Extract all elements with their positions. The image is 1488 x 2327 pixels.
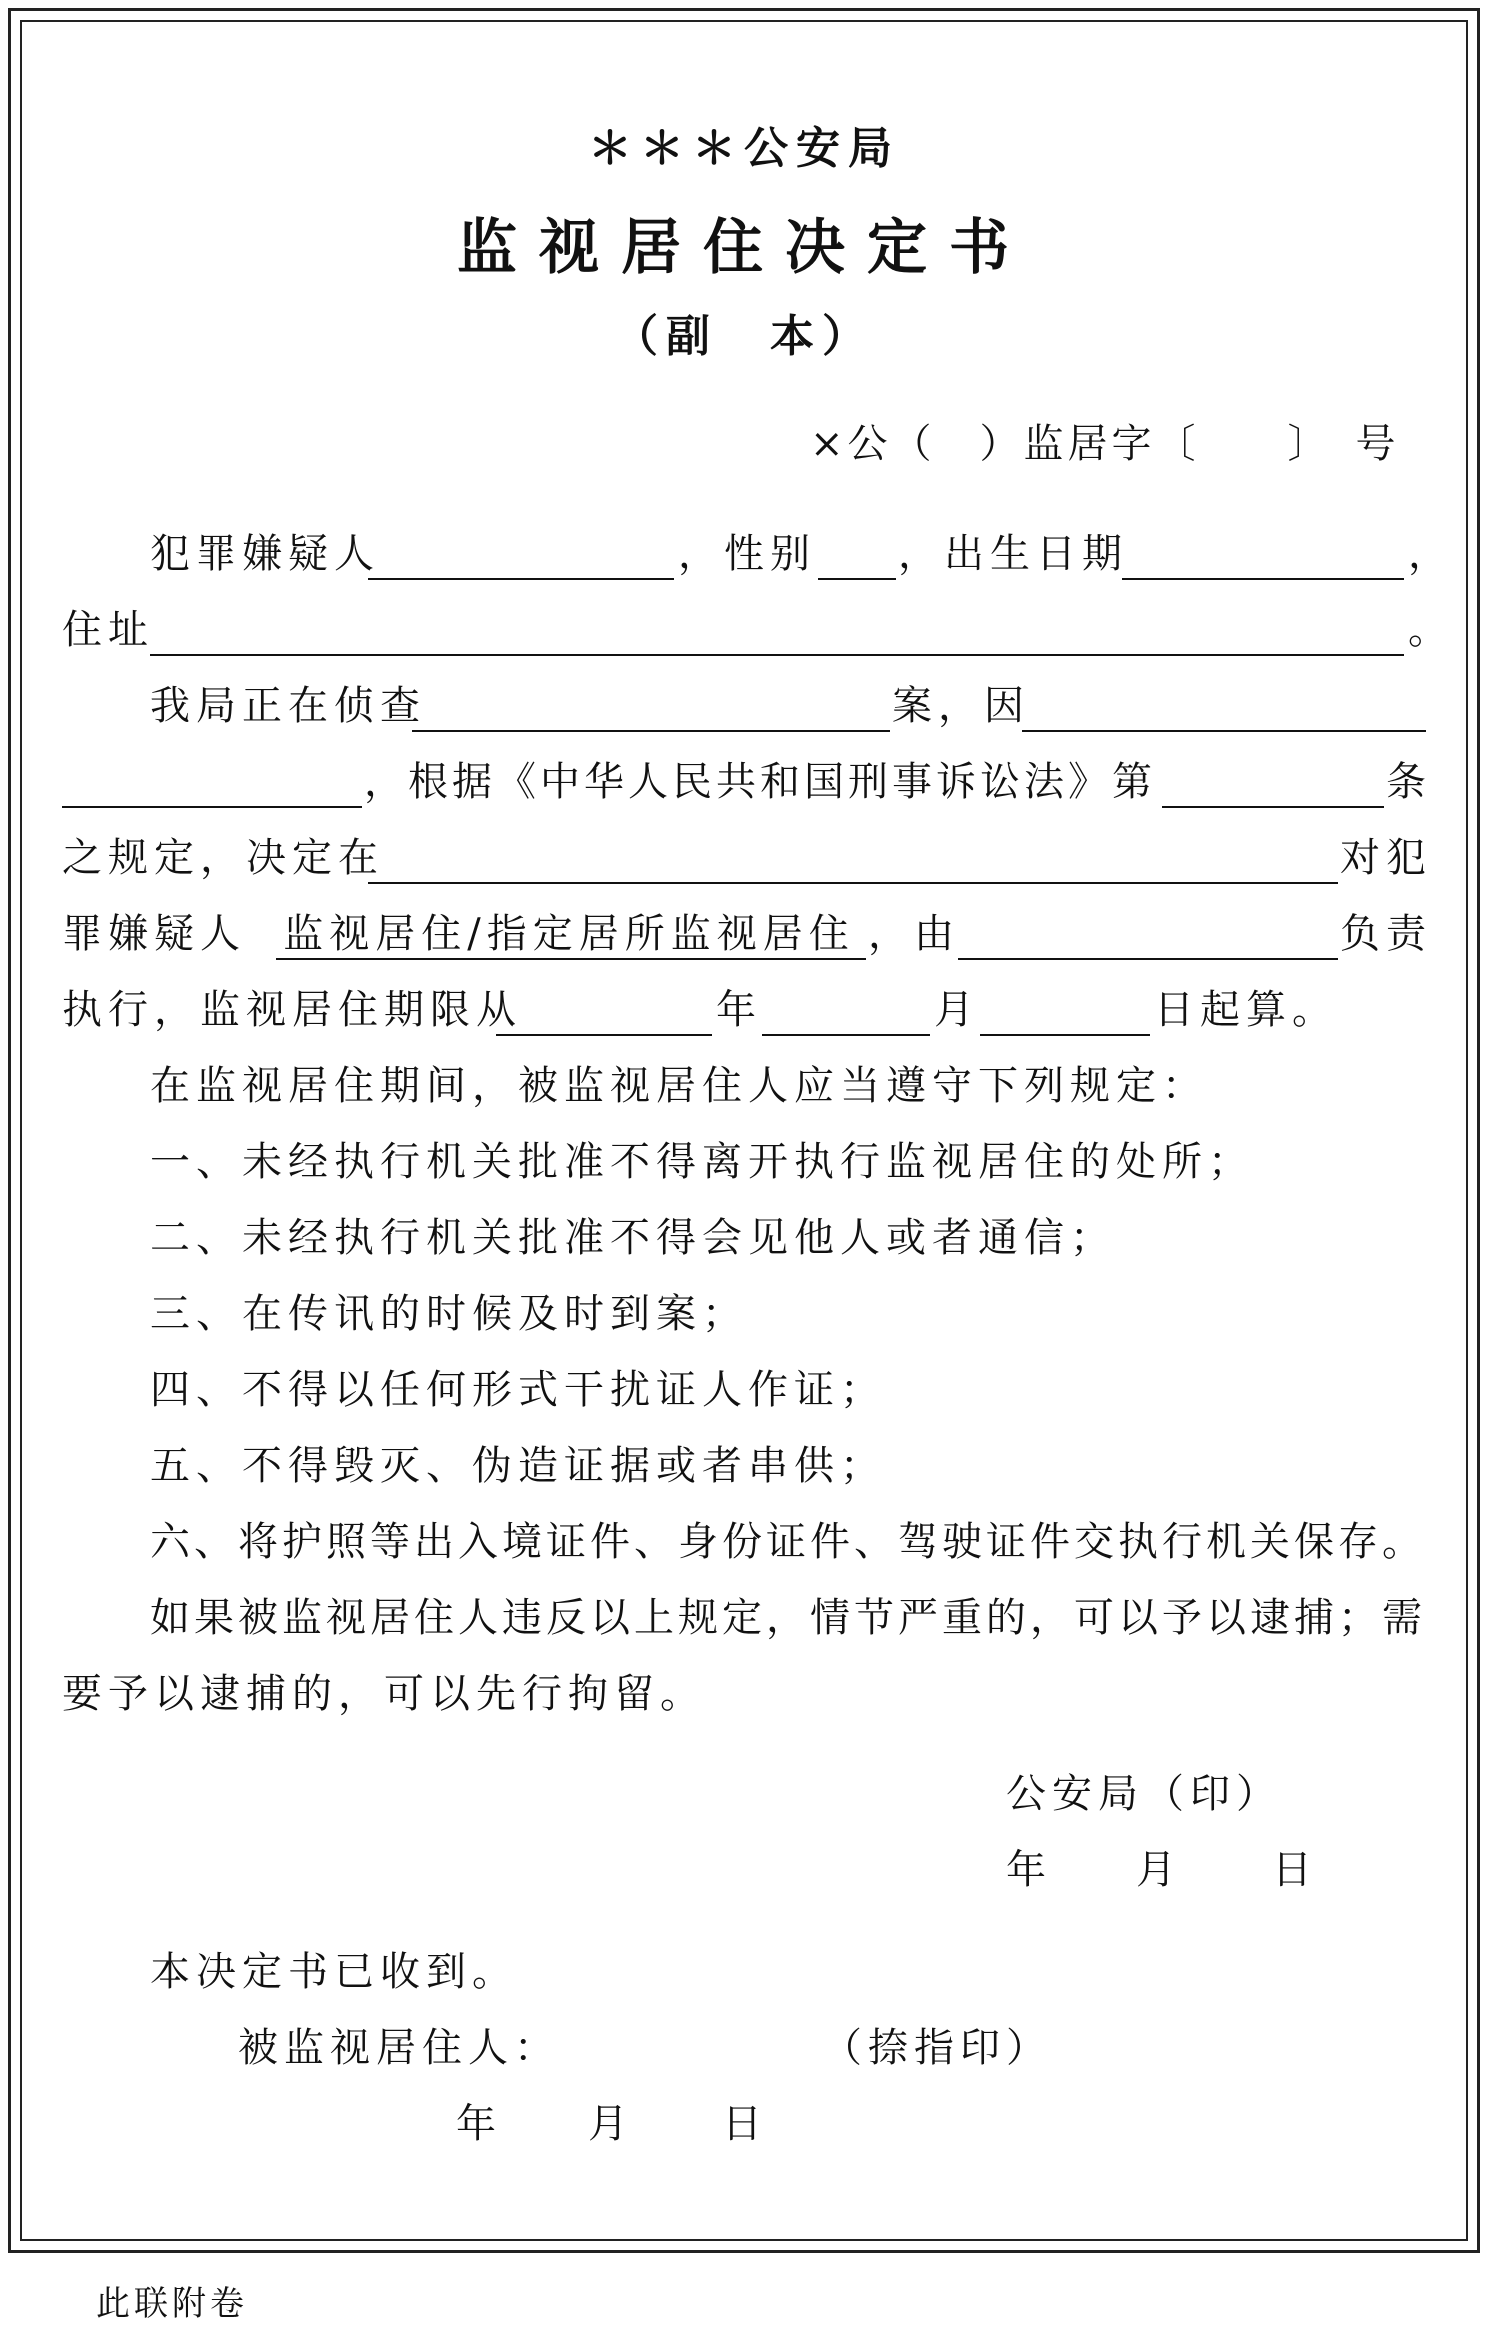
gender-field[interactable]: [818, 578, 896, 580]
day-start-label: 日起算。: [1154, 987, 1338, 1033]
executor-field[interactable]: [958, 958, 1338, 960]
comma: ，: [1408, 531, 1454, 577]
rule-item: 四、不得以任何形式干扰证人作证；: [150, 1367, 886, 1413]
footer-note: 此联附卷: [96, 2284, 248, 2324]
measure-underline: [276, 958, 866, 960]
against-label: 对犯: [1340, 835, 1432, 881]
case-because-label: 案，因: [892, 683, 1030, 729]
law-reference-label: ，根据《中华人民共和国刑事诉讼法》第: [364, 759, 1156, 805]
warning-line-2: 要予以逮捕的，可以先行拘留。: [62, 1671, 706, 1717]
signature-year: 年: [1006, 1847, 1052, 1893]
case-name-field[interactable]: [412, 730, 890, 732]
reason-field-1[interactable]: [1022, 730, 1426, 732]
fingerprint-label: （捺指印）: [822, 2025, 1052, 2071]
investigating-label: 我局正在侦查: [150, 683, 426, 729]
place-field[interactable]: [368, 882, 1338, 884]
receipt-day: 日: [722, 2101, 768, 2147]
birth-date-label: ，出生日期: [898, 531, 1128, 577]
document-number: ×公（ ）监居字〔 〕 号: [810, 421, 1400, 467]
signature-day: 日: [1272, 1847, 1318, 1893]
receipt-year: 年: [456, 2101, 502, 2147]
signature-month: 月: [1136, 1847, 1182, 1893]
rule-item: 一、未经执行机关批准不得离开执行监视居住的处所；: [150, 1139, 1254, 1185]
agency-name: ＊＊＊公安局: [588, 123, 900, 174]
rule-item: 三、在传讯的时候及时到案；: [150, 1291, 748, 1337]
month-label: 月: [934, 987, 980, 1033]
start-month-field[interactable]: [762, 1034, 930, 1036]
period: 。: [1408, 607, 1454, 653]
document-title: 监视居住决定书: [457, 213, 1031, 283]
address-field[interactable]: [150, 654, 1404, 656]
received-label: 本决定书已收到。: [150, 1949, 518, 1995]
article-label: 条: [1386, 759, 1432, 805]
rules-intro: 在监视居住期间，被监视居住人应当遵守下列规定：: [150, 1063, 1208, 1109]
gender-label: ，性别: [678, 531, 816, 577]
copy-label: （副 本）: [614, 311, 874, 362]
suspect-label-2: 罪嫌疑人: [62, 911, 246, 957]
seal-label: 公安局（印）: [1006, 1771, 1282, 1817]
measure-value: 监视居住/指定居所监视居住: [283, 911, 855, 957]
year-label: 年: [716, 987, 762, 1033]
decide-label: 之规定，决定在: [62, 835, 384, 881]
rule-item: 二、未经执行机关批准不得会见他人或者通信；: [150, 1215, 1116, 1261]
birth-date-field[interactable]: [1122, 578, 1404, 580]
reason-field-2[interactable]: [62, 806, 362, 808]
rule-item: 六、将护照等出入境证件、身份证件、驾驶证件交执行机关保存。: [150, 1519, 1426, 1565]
responsible-label: 负责: [1340, 911, 1432, 957]
start-year-field[interactable]: [496, 1034, 712, 1036]
receipt-month: 月: [588, 2101, 634, 2147]
rule-item: 五、不得毁灭、伪造证据或者串供；: [150, 1443, 886, 1489]
suspect-name-field[interactable]: [368, 578, 674, 580]
suspect-label: 犯罪嫌疑人: [150, 531, 380, 577]
exec-period-label: 执行，监视居住期限从: [62, 987, 522, 1033]
by-label: ，由: [868, 911, 960, 957]
receiver-label: 被监视居住人：: [238, 2025, 560, 2071]
start-day-field[interactable]: [980, 1034, 1150, 1036]
address-label: 住址: [62, 607, 154, 653]
warning-line-1: 如果被监视居住人违反以上规定，情节严重的，可以予以逮捕；需: [150, 1595, 1426, 1641]
article-number-field[interactable]: [1162, 806, 1384, 808]
